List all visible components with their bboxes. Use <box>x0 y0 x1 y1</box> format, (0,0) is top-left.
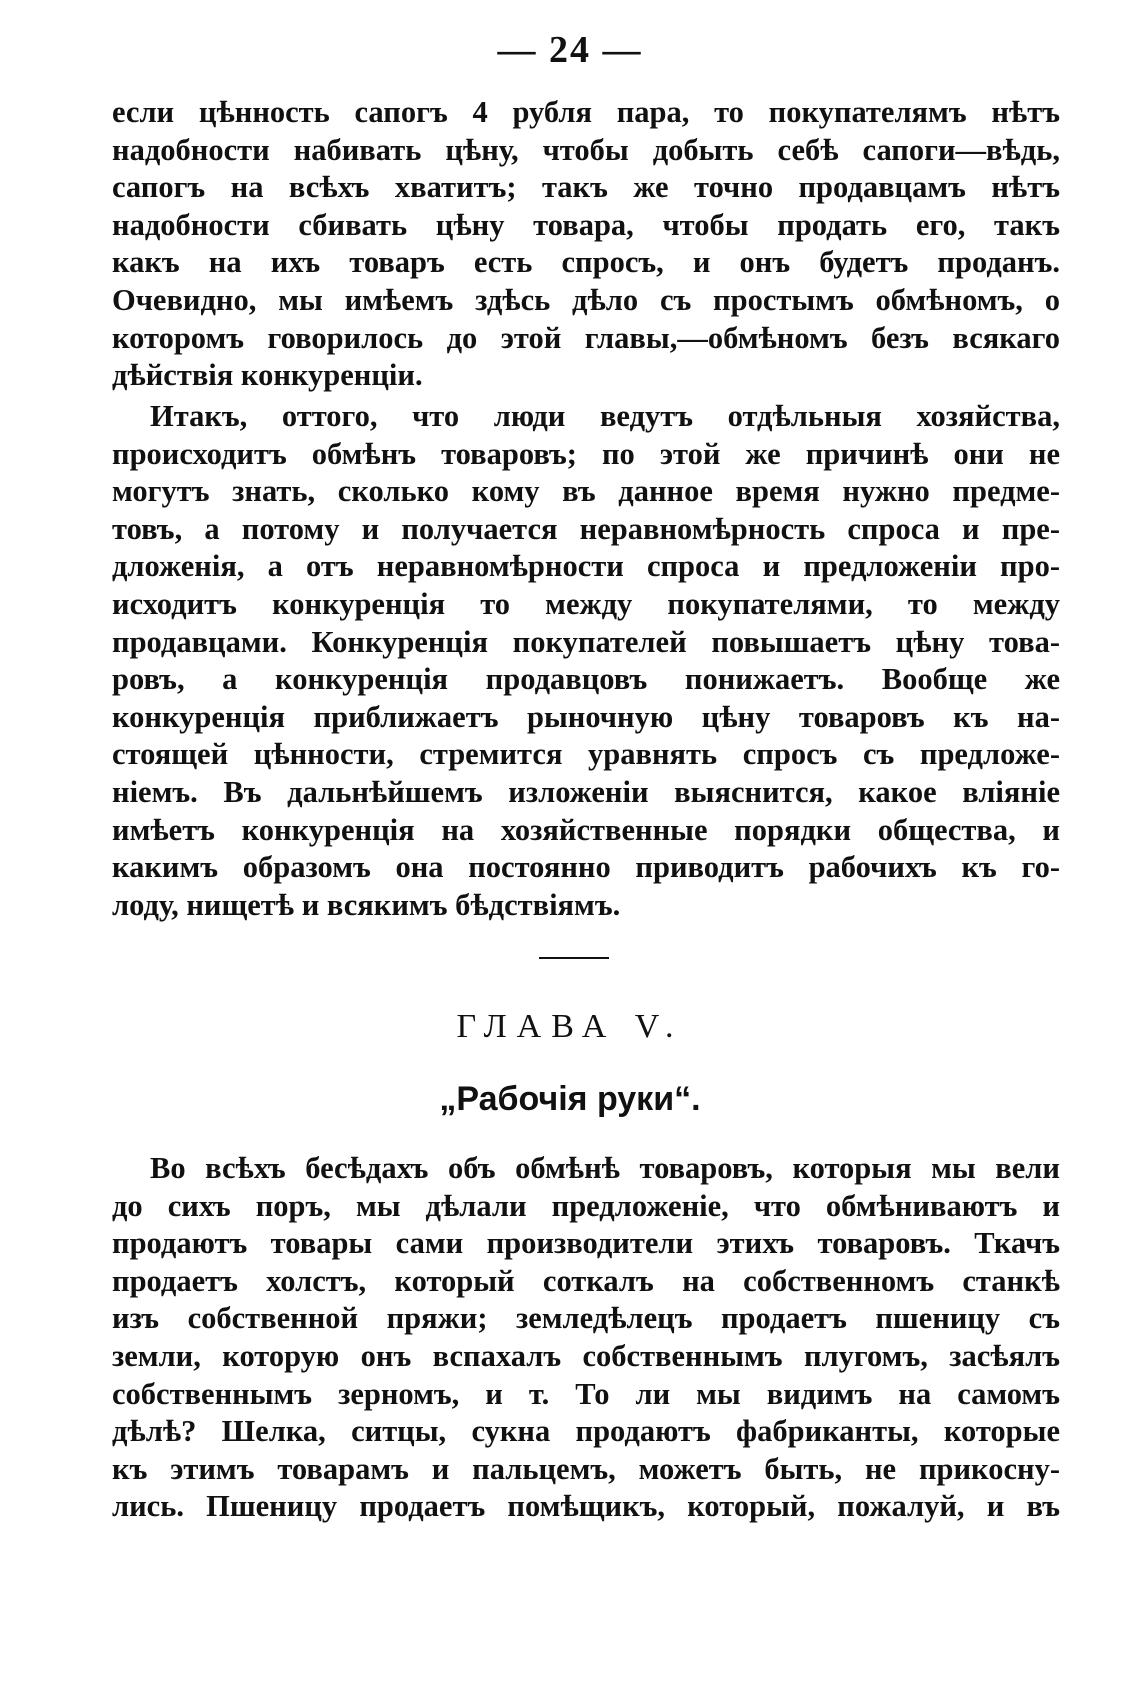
text-line: къ этимъ товарамъ и пальцемъ, можетъ быть, не прикосну- <box>112 1451 1060 1486</box>
text-line: товъ, а потому и получается неравномѣрность спроса и пре- <box>112 511 1060 546</box>
text-line: конкуренція приближаетъ рыночную цѣну товаровъ къ на- <box>112 699 1060 734</box>
text-line: земли, которую онъ вспахалъ собственнымъ плугомъ, засѣялъ <box>112 1338 1060 1373</box>
text-line: стоящей цѣнности, стремится уравнять спросъ съ предложе- <box>112 737 1060 772</box>
paragraph-chapter-five <box>112 1150 1060 1526</box>
text-line: продавцами. Конкуренція покупателей повышаетъ цѣну това- <box>112 624 1060 659</box>
text-line: продаютъ товары сами производители этихъ товаровъ. Ткачъ <box>112 1226 1060 1261</box>
text-line: исходитъ конкуренція то между покупателями, то между <box>112 586 1060 621</box>
text-line: которомъ говорилось до этой главы,—обмѣномъ безъ всякаго <box>112 320 1060 355</box>
text-line: надобности набивать цѣну, чтобы добыть себѣ сапоги—вѣдь, <box>112 132 1060 167</box>
text-line: Итакъ, оттого, что люди ведутъ отдѣльныя хозяйства, <box>150 399 1060 433</box>
text-line: могутъ знать, сколько кому въ данное время нужно предме- <box>112 474 1060 509</box>
section-divider <box>539 957 609 959</box>
text-line: изъ собственной пряжи; земледѣлецъ продаетъ пшеницу съ <box>112 1301 1060 1336</box>
chapter-heading: ГЛАВА V. <box>456 1008 684 1045</box>
text-line: происходитъ обмѣнъ товаровъ; по этой же причинѣ они не <box>112 436 1060 471</box>
text-line: продаетъ холстъ, который соткалъ на собственномъ станкѣ <box>112 1263 1060 1298</box>
paragraph-continuation <box>112 94 1060 395</box>
text-line: какъ на ихъ товаръ есть спросъ, и онъ будетъ проданъ. <box>112 245 1060 280</box>
page-number: — 24 — <box>497 29 643 71</box>
text-line: до сихъ поръ, мы дѣлали предложеніе, что обмѣниваютъ и <box>112 1188 1060 1223</box>
text-line: лись. Пшеницу продаетъ помѣщикъ, который, пожалуй, и въ <box>112 1489 1060 1524</box>
chapter-subtitle: „Рабочія руки“. <box>439 1080 701 1118</box>
text-line: Очевидно, мы имѣемъ здѣсь дѣло съ простымъ обмѣномъ, о <box>112 282 1060 317</box>
text-line: дѣйствія конкуренціи. <box>112 358 423 393</box>
paragraph-competition <box>112 398 1060 924</box>
text-line: надобности сбивать цѣну товара, чтобы продать его, такъ <box>112 207 1060 242</box>
text-line: имѣетъ конкуренція на хозяйственные порядки общества, и <box>112 812 1060 847</box>
text-line: собственнымъ зерномъ, и т. То ли мы видимъ на самомъ <box>112 1376 1060 1411</box>
text-line: дложенія, а отъ неравномѣрности спроса и предложеніи про- <box>112 549 1060 584</box>
text-line: дѣлѣ? Шелка, ситцы, сукна продаютъ фабриканты, которые <box>112 1414 1060 1449</box>
text-line: если цѣнность сапогъ 4 рубля пара, то покупателямъ нѣтъ <box>112 95 1060 129</box>
text-line: ніемъ. Въ дальнѣйшемъ изложеніи выяснится, какое вліяніе <box>112 774 1060 809</box>
text-line: Во всѣхъ бесѣдахъ объ обмѣнѣ товаровъ, которыя мы вели <box>150 1151 1060 1185</box>
text-line: лоду, нищетѣ и всякимъ бѣдствіямъ. <box>112 887 621 922</box>
text-line: какимъ образомъ она постоянно приводитъ рабочихъ къ го- <box>112 850 1060 885</box>
text-line: сапогъ на всѣхъ хватитъ; такъ же точно продавцамъ нѣтъ <box>112 170 1060 205</box>
text-line: ровъ, а конкуренція продавцовъ понижаетъ. Вообще же <box>112 662 1060 697</box>
